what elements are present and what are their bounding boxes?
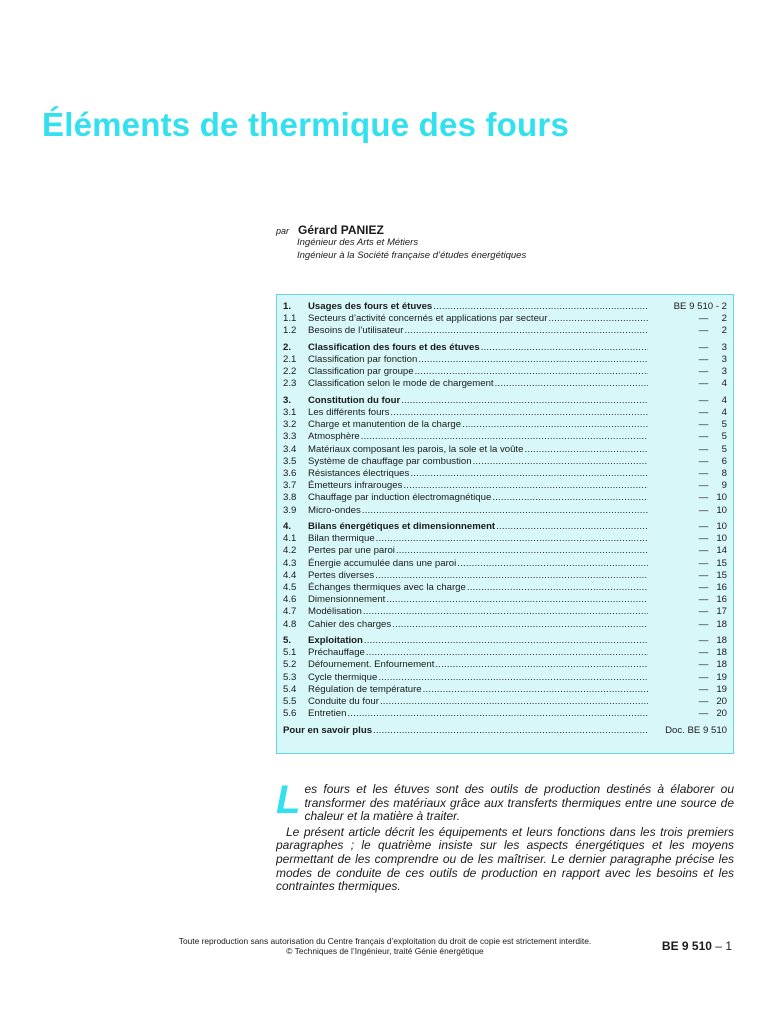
toc-entry[interactable] [283, 521, 727, 533]
toc-entry-number: 3.5 [283, 455, 297, 467]
abstract [276, 778, 734, 894]
toc-entry-label: Exploitation [308, 635, 363, 647]
toc-entry-number: 4.5 [283, 582, 297, 594]
toc-entry-page: — 20 [698, 708, 727, 720]
toc-entry-page: Doc. BE 9 510 [665, 724, 727, 736]
toc-entry-number: 5.1 [283, 647, 297, 659]
toc-entry-leader [308, 313, 648, 325]
author-name: Gérard PANIEZ [298, 223, 384, 237]
toc-entry[interactable] [283, 533, 727, 545]
toc-entry[interactable] [283, 505, 727, 517]
toc-entry[interactable] [283, 570, 727, 582]
toc-entry-page: — 16 [698, 582, 727, 594]
toc-entry-leader [308, 342, 648, 354]
toc-entry-leader [308, 480, 648, 492]
author-prefix: par [276, 226, 290, 236]
toc-entry-leader [308, 619, 648, 631]
toc-entry-label: Défournement. Enfournement [308, 659, 435, 671]
author-affiliation: Ingénieur à la Société française d’études énergétiques [297, 249, 527, 261]
toc-entry-label: Micro-ondes [308, 504, 361, 516]
toc-entry[interactable] [283, 444, 727, 456]
toc-entry-leader [308, 672, 648, 684]
toc-entry-page: — 18 [698, 635, 727, 647]
toc-entry[interactable] [283, 366, 727, 378]
copyright-line: © Techniques de l’Ingénieur, traité Génie énergétique [286, 946, 484, 956]
toc-entry-number: 4.8 [283, 618, 297, 630]
toc-entry-number: 5.6 [283, 708, 297, 720]
toc-entry[interactable] [283, 354, 727, 366]
toc-entry[interactable] [283, 313, 727, 325]
toc-entry-label: Cahier des charges [308, 618, 392, 630]
toc-entry-number: 3.1 [283, 407, 297, 419]
toc-entry-label: Préchauffage [308, 647, 365, 659]
toc-entry[interactable] [283, 558, 727, 570]
toc-entry-leader [308, 419, 648, 431]
toc-entry-leader [283, 725, 648, 737]
author-line [276, 223, 736, 237]
toc-entry-number: 5.4 [283, 683, 297, 695]
toc-entry-label: Échanges thermiques avec la charge [308, 582, 466, 594]
toc-entry-page: BE 9 510 - 2 [673, 301, 727, 312]
toc-entry-label: Les différents fours [308, 407, 390, 419]
toc-entry[interactable] [283, 582, 727, 594]
toc-entry-page: — 5 [698, 431, 727, 443]
toc-entry[interactable] [283, 325, 727, 337]
toc-entry-label: Bilans énergétiques et dimensionnement [308, 521, 496, 533]
toc-entry-page: — 16 [698, 594, 727, 606]
toc-entry-number: 1. [283, 301, 292, 312]
toc-entry-label: Atmosphère [308, 431, 360, 443]
toc-entry-page: — 19 [698, 683, 727, 695]
toc-entry[interactable] [283, 708, 727, 720]
toc-entry-number: 3. [283, 394, 292, 406]
author-affiliation: Ingénieur des Arts et Métiers [297, 237, 419, 248]
author-block [276, 223, 736, 262]
toc-entry-label: Pertes par une paroi [308, 545, 395, 557]
page-number: 1 [725, 939, 732, 953]
toc-entry-page: — 14 [698, 545, 727, 557]
toc-entry-number: 3.9 [283, 504, 297, 516]
toc-entry-label: Conduite du four [308, 696, 379, 707]
toc-entry-page: — 19 [698, 671, 727, 683]
toc-entry[interactable] [283, 545, 727, 557]
toc-entry-leader [308, 378, 648, 390]
toc-entry-leader [308, 325, 648, 337]
toc-entry-leader [308, 444, 648, 456]
toc-entry-page: — 18 [698, 618, 727, 630]
toc-entry[interactable] [283, 684, 727, 696]
toc-entry-leader [308, 468, 648, 480]
toc-entry-label: Modélisation [308, 606, 362, 618]
toc-entry-page: — 2 [698, 325, 727, 337]
toc-entry[interactable] [283, 395, 727, 407]
toc-entry-page: — 8 [698, 468, 727, 480]
table-of-contents [276, 294, 734, 754]
toc-entry-leader [308, 533, 648, 545]
toc-entry[interactable] [283, 407, 727, 419]
toc-entry-label: Régulation de température [308, 683, 422, 695]
toc-entry-page: — 5 [698, 443, 727, 455]
copyright-notice [120, 936, 650, 956]
toc-entry-label: Besoins de l’utilisateur [308, 325, 404, 337]
toc-entry[interactable] [283, 725, 727, 737]
toc-entry-label: Chauffage par induction électromagnétique [308, 492, 492, 504]
abstract-text: es fours et les étuves sont des outils de production destinés à élaborer ou transformer des matériaux grâce aux transferts thermiques entre une source de chaleur et la matière à traiter. [304, 782, 734, 824]
toc-entry[interactable] [283, 431, 727, 443]
toc-entry-leader [308, 545, 648, 557]
toc-entry-label: Bilan thermique [308, 533, 375, 545]
toc-entry-number: 4.3 [283, 557, 297, 569]
toc-entry-number: 1.1 [283, 313, 297, 325]
toc-rows [283, 301, 727, 737]
toc-entry-page: — 4 [698, 394, 727, 406]
toc-entry-page: — 15 [698, 557, 727, 569]
toc-entry-number: 4.1 [283, 533, 297, 545]
toc-entry-number: 5.2 [283, 659, 297, 671]
toc-entry-leader [308, 505, 648, 517]
toc-entry-page: — 10 [698, 521, 727, 533]
document-code: BE 9 510 [661, 939, 712, 953]
toc-entry-label: Classification par fonction [308, 354, 418, 366]
toc-entry[interactable] [283, 635, 727, 647]
toc-entry-leader [308, 594, 648, 606]
abstract-paragraph: Le présent article décrit les équipements et leurs fonctions dans les trois premiers paragraphes ; le quatrième insiste sur les aspects énergétiques et les moyens permettant de les comprendre ou de les maîtriser. Le dernier paragraphe précise les modes de conduite de ces outils de production en rapport avec les besoins et les contraintes thermiques. [276, 824, 734, 894]
toc-entry-page: — 10 [698, 533, 727, 545]
toc-entry-number: 3.8 [283, 492, 297, 504]
copyright-line: Toute reproduction sans autorisation du Centre français d’exploitation du droit de copie est strictement interdite. [178, 936, 592, 946]
drop-cap: L [276, 778, 301, 822]
toc-entry-label: Charge et manutention de la charge [308, 419, 462, 431]
toc-entry[interactable] [283, 480, 727, 492]
toc-entry-number: 3.3 [283, 431, 297, 443]
toc-entry[interactable] [283, 456, 727, 468]
toc-entry[interactable] [283, 378, 727, 390]
toc-entry-number: 2. [283, 341, 292, 353]
toc-entry-label: Émetteurs infrarouges [308, 480, 403, 492]
toc-entry-page: — 10 [698, 504, 727, 516]
toc-entry-label: Entretien [308, 708, 347, 720]
toc-entry-leader [308, 647, 648, 659]
toc-entry-leader [308, 366, 648, 378]
toc-entry-number: 5.3 [283, 671, 297, 683]
toc-entry-number: 1.2 [283, 325, 297, 337]
toc-entry-page: — 2 [698, 313, 727, 325]
page-identifier [662, 937, 732, 955]
toc-entry-number: 4.7 [283, 606, 297, 618]
toc-entry-leader [308, 659, 648, 671]
toc-entry-label: Résistances électriques [308, 468, 410, 480]
toc-entry-label: Usages des fours et étuves [308, 301, 433, 312]
toc-entry-leader [308, 635, 648, 647]
toc-entry[interactable] [283, 619, 727, 631]
toc-entry-leader [308, 431, 648, 443]
abstract-paragraph [276, 778, 734, 824]
toc-entry-number: 4.4 [283, 569, 297, 581]
toc-entry-label: Classification par groupe [308, 366, 414, 378]
toc-entry-number: 4. [283, 521, 292, 533]
toc-entry-label: Système de chauffage par combustion [308, 455, 472, 467]
toc-entry-page: — 6 [698, 455, 727, 467]
toc-entry-number: 5. [283, 635, 292, 647]
toc-entry[interactable] [283, 696, 727, 708]
toc-entry-leader [308, 407, 648, 419]
toc-entry-page: — 18 [698, 659, 727, 671]
toc-entry-number: 4.2 [283, 545, 297, 557]
toc-entry-number: 3.4 [283, 443, 297, 455]
toc-entry-label: Dimensionnement [308, 594, 386, 606]
toc-entry-number: 3.2 [283, 419, 297, 431]
toc-entry-leader [308, 521, 648, 533]
toc-entry-label: Cycle thermique [308, 671, 378, 683]
toc-entry-page: — 4 [698, 407, 727, 419]
toc-entry-label: Constitution du four [308, 394, 401, 406]
toc-entry-page: — 20 [698, 696, 727, 707]
toc-entry-page: — 3 [698, 354, 727, 366]
toc-entry[interactable] [283, 647, 727, 659]
toc-entry-page: — 4 [698, 378, 727, 390]
toc-entry-label: Énergie accumulée dans une paroi [308, 557, 457, 569]
toc-entry-label: Classification selon le mode de chargement [308, 378, 494, 390]
toc-entry[interactable] [283, 301, 727, 313]
toc-entry-number: 5.5 [283, 696, 297, 707]
toc-entry-leader [308, 301, 648, 313]
toc-entry-leader [308, 708, 648, 720]
toc-entry-leader [308, 606, 648, 618]
toc-entry-label: Matériaux composant les parois, la sole et la voûte [308, 443, 524, 455]
toc-entry[interactable] [283, 594, 727, 606]
toc-entry-number: 4.6 [283, 594, 297, 606]
toc-entry-leader [308, 558, 648, 570]
toc-entry-leader [308, 684, 648, 696]
toc-entry-leader [308, 456, 648, 468]
toc-entry-number: 2.1 [283, 354, 297, 366]
toc-entry-number: 2.3 [283, 378, 297, 390]
toc-entry-leader [308, 582, 648, 594]
toc-entry-leader [308, 696, 648, 708]
toc-entry-page: — 10 [698, 492, 727, 504]
toc-entry-page: — 18 [698, 647, 727, 659]
toc-entry-label: Secteurs d’activité concernés et applications par secteur [308, 313, 548, 325]
toc-entry[interactable] [283, 419, 727, 431]
toc-entry-page: — 3 [698, 341, 727, 353]
toc-entry-number: 2.2 [283, 366, 297, 378]
toc-entry-number: 3.6 [283, 468, 297, 480]
toc-entry-leader [308, 570, 648, 582]
toc-entry[interactable] [283, 606, 727, 618]
page-separator: – [711, 939, 726, 953]
toc-entry[interactable] [283, 342, 727, 354]
toc-entry-label: Pertes diverses [308, 569, 375, 581]
toc-entry-leader [308, 492, 648, 504]
toc-entry-page: — 5 [698, 419, 727, 431]
toc-entry-label: Classification des fours et des étuves [308, 341, 480, 353]
page-title: Éléments de thermique des fours [42, 106, 569, 143]
toc-entry-page: — 17 [698, 606, 727, 618]
toc-entry-label: Pour en savoir plus [283, 724, 373, 736]
toc-entry-leader [308, 395, 648, 407]
toc-entry-page: — 3 [698, 366, 727, 378]
toc-entry[interactable] [283, 672, 727, 684]
toc-entry[interactable] [283, 659, 727, 671]
toc-entry-leader [308, 354, 648, 366]
toc-entry-page: — 15 [698, 569, 727, 581]
toc-entry[interactable] [283, 468, 727, 480]
toc-entry-number: 3.7 [283, 480, 297, 492]
toc-entry-page: — 9 [698, 480, 727, 492]
toc-entry[interactable] [283, 492, 727, 504]
